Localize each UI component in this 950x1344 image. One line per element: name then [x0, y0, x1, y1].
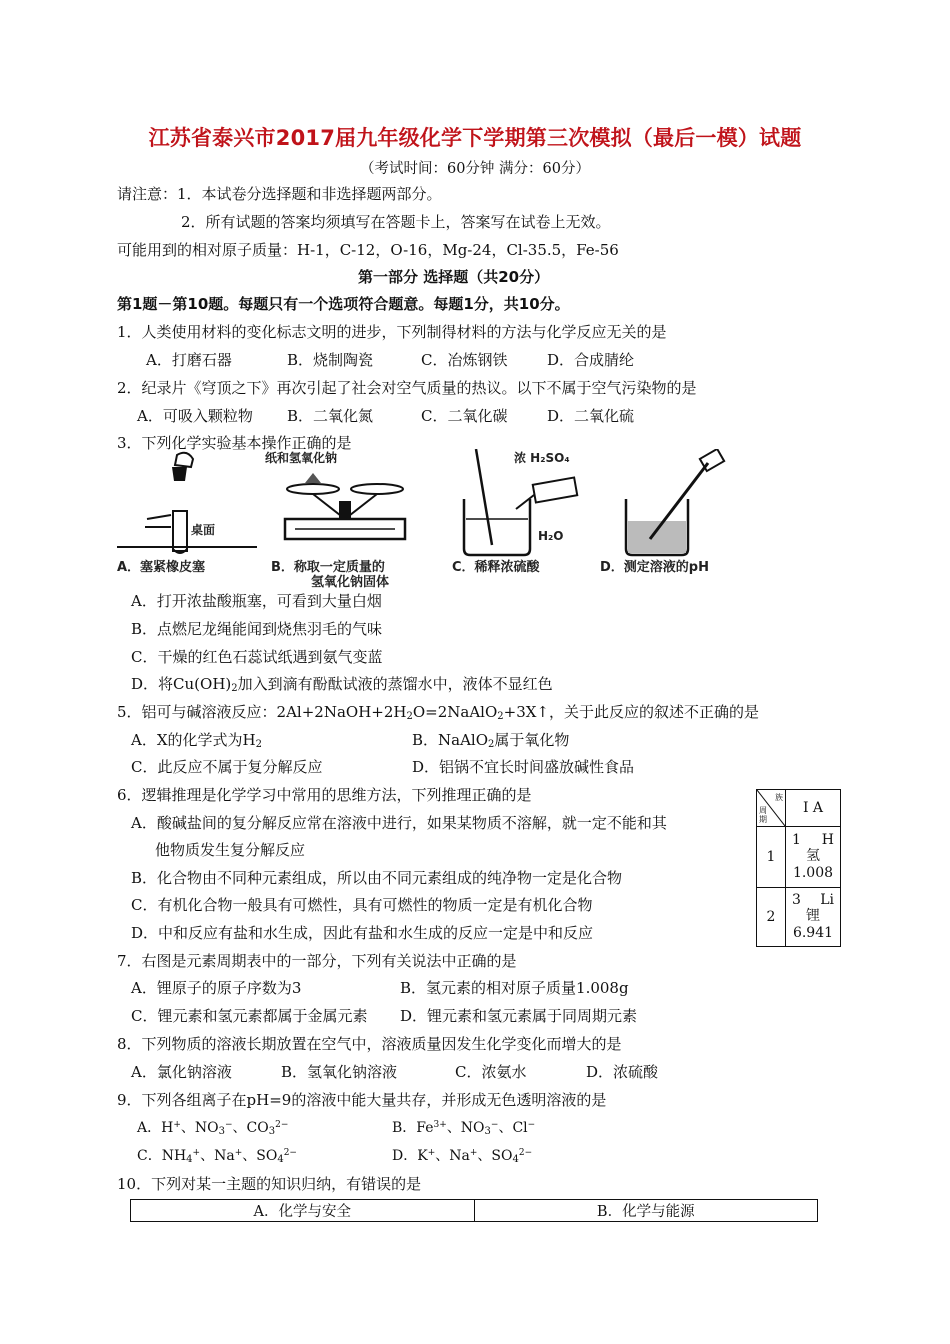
q5-option-a: A．X的化学式为H2 — [131, 731, 262, 750]
q1-option-d: D．合成腈纶 — [547, 351, 635, 369]
q8-option-b: B．氢氧化钠溶液 — [281, 1063, 398, 1081]
exam-info: （考试时间：60分钟 满分：60分） — [359, 161, 590, 177]
figure-c-caption: C．稀释浓硫酸 — [452, 560, 540, 575]
table-corner — [757, 790, 786, 827]
notice-line-1: 请注意：1．本试卷分选择题和非选择题两部分。 — [117, 185, 442, 203]
q3-stem: 3．下列化学实验基本操作正确的是 — [117, 434, 352, 452]
q6-stem: 6．逻辑推理是化学学习中常用的思维方法，下列推理正确的是 — [117, 786, 532, 804]
figure-b — [265, 449, 425, 590]
q6-option-a-line1: A．酸碱盐间的复分解反应常在溶液中进行，如果某物质不溶解，就一定不能和其 — [131, 814, 667, 832]
q5-stem: 5．铝可与碱溶液反应：2Al+2NaOH+2H2O=2NaAlO2+3X↑，关于此反应的叙述不正确的是 — [117, 703, 760, 722]
symbol-li: Li — [820, 892, 834, 908]
q3-figures — [117, 449, 737, 590]
q8-option-a: A．氯化钠溶液 — [131, 1063, 232, 1081]
periodic-table-excerpt — [756, 789, 841, 947]
q9-option-d: D．K+、Na+、$SO4^{2-}$ — [392, 1148, 533, 1165]
q7-stem: 7．右图是元素周期表中的一部分，下列有关说法中正确的是 — [117, 952, 517, 970]
q2-option-a: A．可吸入颗粒物 — [137, 407, 253, 425]
figure-d-drawing — [600, 449, 740, 559]
name-h: 氢 — [806, 848, 820, 864]
header-period: 周期 — [759, 806, 767, 824]
element-cell-li — [786, 888, 841, 947]
q4-option-b: B．点燃尼龙绳能闻到烧焦羽毛的气味 — [131, 620, 383, 638]
figure-a-drawing — [117, 449, 257, 559]
q1-option-b: B．烧制陶瓷 — [287, 351, 374, 369]
figure-a-caption: A．塞紧橡皮塞 — [117, 560, 206, 575]
figure-c-label-water: H₂O — [538, 529, 564, 543]
atomic-number-li: 3 — [792, 892, 801, 908]
q6-option-b: B．化合物由不同种元素组成，所以由不同元素组成的纯净物一定是化合物 — [131, 869, 623, 887]
element-cell-h — [786, 827, 841, 888]
q1-stem: 1．人类使用材料的变化标志文明的进步，下列制得材料的方法与化学反应无关的是 — [117, 323, 667, 341]
q2-stem: 2．纪录片《穹顶之下》再次引起了社会对空气质量的热议。以下不属于空气污染物的是 — [117, 379, 697, 397]
figure-a-label: 桌面 — [191, 523, 216, 537]
q8-stem: 8．下列物质的溶液长期放置在空气中，溶液质量因发生化学变化而增大的是 — [117, 1035, 622, 1053]
figure-b-label: 纸和氢氧化钠 — [265, 451, 338, 465]
figure-b-caption-2: 氢氧化钠固体 — [311, 575, 390, 590]
q10-stem: 10．下列对某一主题的知识归纳，有错误的是 — [117, 1175, 422, 1193]
q4-option-d: D．将Cu(OH)2加入到滴有酚酞试液的蒸馏水中，液体不显红色 — [131, 675, 553, 694]
q5-option-c: C．此反应不属于复分解反应 — [131, 758, 323, 776]
symbol-h: H — [821, 832, 834, 848]
mass-h: 1.008 — [792, 865, 834, 881]
atomic-number-h: 1 — [792, 832, 801, 848]
q10-header-b: B．化学与能源 — [474, 1200, 818, 1222]
figure-b-caption-1: B．称取一定质量的 — [271, 560, 385, 575]
mass-li: 6.941 — [792, 925, 834, 941]
header-group: 族 — [775, 793, 783, 802]
q1-option-a: A．打磨石器 — [146, 351, 232, 369]
figure-a — [117, 449, 257, 575]
q6-option-d: D．中和反应有盐和水生成，因此有盐和水生成的反应一定是中和反应 — [131, 924, 594, 942]
q6-option-c: C．有机化合物一般具有可燃性，具有可燃性的物质一定是有机化合物 — [131, 896, 593, 914]
q2-option-b: B．二氧化氮 — [287, 407, 374, 425]
q2-option-c: C．二氧化碳 — [421, 407, 508, 425]
q7-option-a: A．锂原子的原子序数为3 — [131, 979, 302, 997]
figure-d-caption: D．测定溶液的pH — [600, 560, 709, 575]
q7-option-b: B．氢元素的相对原子质量1.008g — [400, 979, 629, 997]
notice-line-2: 2．所有试题的答案均须填写在答题卡上，答案写在试卷上无效。 — [181, 213, 611, 231]
q4-option-c: C．干燥的红色石蕊试纸遇到氨气变蓝 — [131, 648, 383, 666]
q4-option-a: A．打开浓盐酸瓶塞，可看到大量白烟 — [131, 592, 382, 610]
atomic-masses: 可能用到的相对原子质量：H-1，C-12，O-16，Mg-24，Cl-35.5，Fe-56 — [117, 241, 619, 259]
q9-option-b: B．$Fe^{3+}$、NO3−、Cl− — [392, 1120, 536, 1137]
q7-option-c: C．锂元素和氢元素都属于金属元素 — [131, 1007, 368, 1025]
period-1: 1 — [757, 827, 786, 888]
page-title: 江苏省泰兴市2017届九年级化学下学期第三次模拟（最后一模）试题 — [148, 126, 802, 150]
q9-stem: 9．下列各组离子在pH=9的溶液中能大量共存，并形成无色透明溶液的是 — [117, 1091, 607, 1109]
q10-table — [130, 1199, 818, 1222]
q7-option-d: D．锂元素和氢元素属于同周期元素 — [400, 1007, 638, 1025]
q10-header-a: A．化学与安全 — [131, 1200, 475, 1222]
q5-option-d: D．铝锅不宜长时间盛放碱性食品 — [412, 758, 635, 776]
q5-option-b: B．NaAlO2属于氧化物 — [412, 731, 570, 750]
q2-option-d: D．二氧化硫 — [547, 407, 635, 425]
q9-option-a: A．H+、NO3−、$CO3^{2-}$ — [137, 1120, 289, 1137]
q6-option-a-line2: 他物质发生复分解反应 — [155, 841, 306, 859]
name-li: 锂 — [806, 908, 820, 924]
q1-option-c: C．冶炼钢铁 — [421, 351, 508, 369]
figure-c — [452, 449, 592, 575]
period-2: 2 — [757, 888, 786, 947]
q8-option-d: D．浓硫酸 — [586, 1063, 659, 1081]
q8-option-c: C．浓氨水 — [455, 1063, 527, 1081]
q9-option-c: C．NH4+、Na+、$SO4^{2-}$ — [137, 1148, 297, 1165]
figure-d — [600, 449, 740, 575]
figure-c-label-acid: 浓 H₂SO₄ — [514, 451, 570, 465]
part1-heading: 第一部分 选择题（共20分） — [358, 268, 550, 286]
section-instruction: 第1题－第10题。每题只有一个选项符合题意。每题1分，共10分。 — [117, 295, 570, 313]
group-label: I A — [786, 790, 841, 827]
